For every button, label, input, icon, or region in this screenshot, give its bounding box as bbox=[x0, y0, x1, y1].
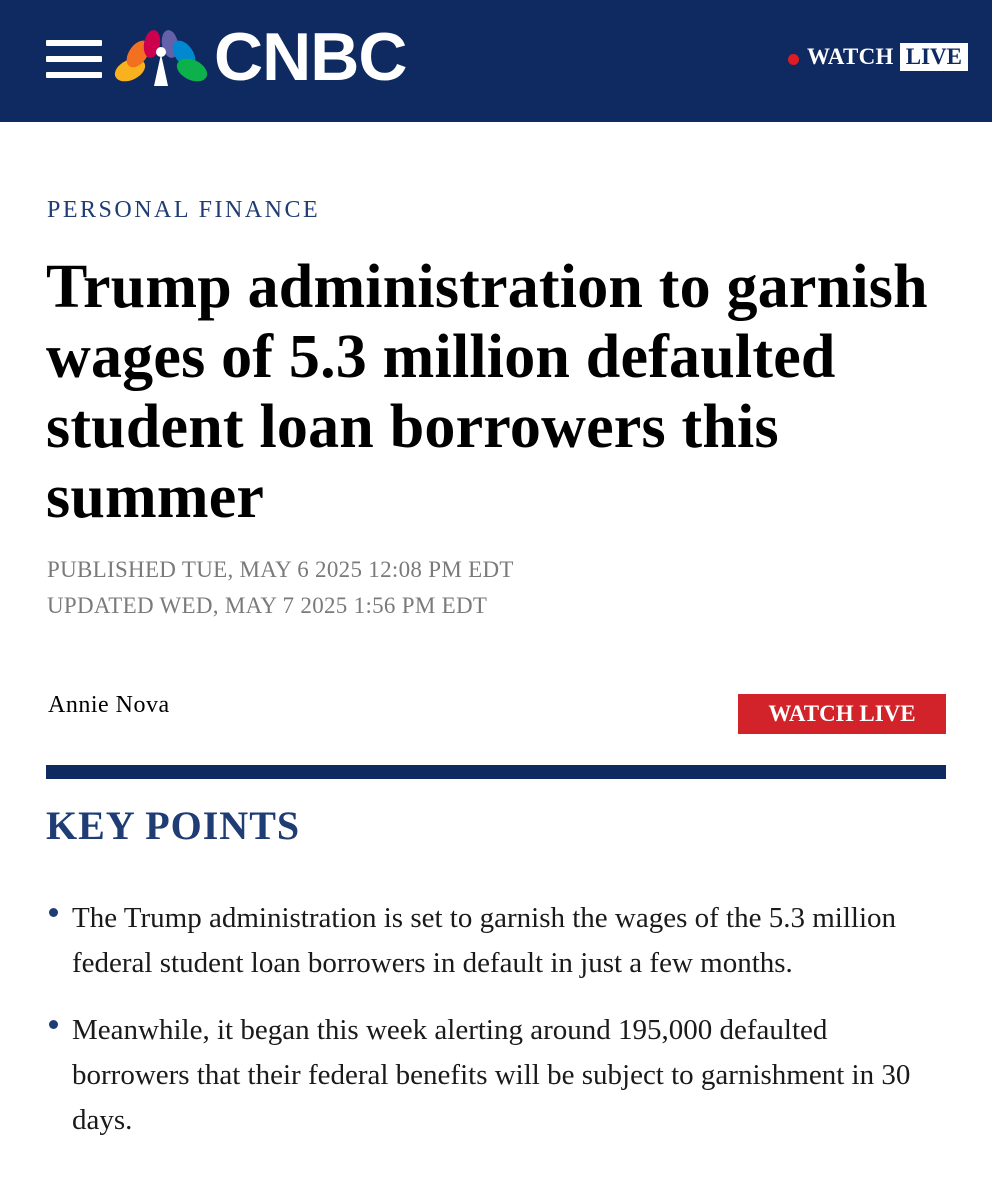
published-timestamp: PUBLISHED TUE, MAY 6 2025 12:08 PM EDT bbox=[47, 557, 514, 582]
site-header bbox=[0, 0, 992, 122]
updated-timestamp: UPDATED WED, MAY 7 2025 1:56 PM EDT bbox=[47, 593, 488, 618]
key-points-list bbox=[46, 896, 946, 1165]
bullet-icon bbox=[49, 1020, 58, 1029]
bullet-icon bbox=[49, 908, 58, 917]
menu-line bbox=[46, 72, 102, 78]
key-point-text: Meanwhile, it began this week alerting around 195,000 defaulted borrowers that their federal benefits will be subject to garnishment in 30 days. bbox=[72, 1014, 911, 1136]
watch-live-header-link[interactable] bbox=[788, 42, 968, 72]
watch-label: WATCH bbox=[807, 44, 894, 69]
article-headline: Trump administration to garnish wages of 5.3 million defaulted student loan borrowers this summer bbox=[46, 253, 928, 531]
key-point-item bbox=[46, 896, 946, 986]
section-divider bbox=[46, 765, 946, 779]
author-byline[interactable]: Annie Nova bbox=[48, 692, 170, 718]
key-point-text: The Trump administration is set to garnish the wages of the 5.3 million federal student loan borrowers in default in just a few months. bbox=[72, 902, 897, 979]
menu-line bbox=[46, 56, 102, 62]
menu-line bbox=[46, 40, 102, 46]
live-badge: LIVE bbox=[900, 43, 968, 71]
peacock-logo-icon bbox=[112, 26, 210, 88]
cnbc-logo[interactable] bbox=[112, 19, 407, 95]
watch-live-button[interactable]: WATCH LIVE bbox=[738, 694, 946, 734]
key-points-heading: KEY POINTS bbox=[46, 803, 301, 848]
logo-wordmark: CNBC bbox=[214, 19, 407, 95]
key-point-item bbox=[46, 1008, 946, 1143]
live-dot-icon bbox=[788, 54, 799, 65]
section-link[interactable]: PERSONAL FINANCE bbox=[47, 197, 321, 223]
hamburger-menu-icon[interactable] bbox=[46, 40, 102, 78]
